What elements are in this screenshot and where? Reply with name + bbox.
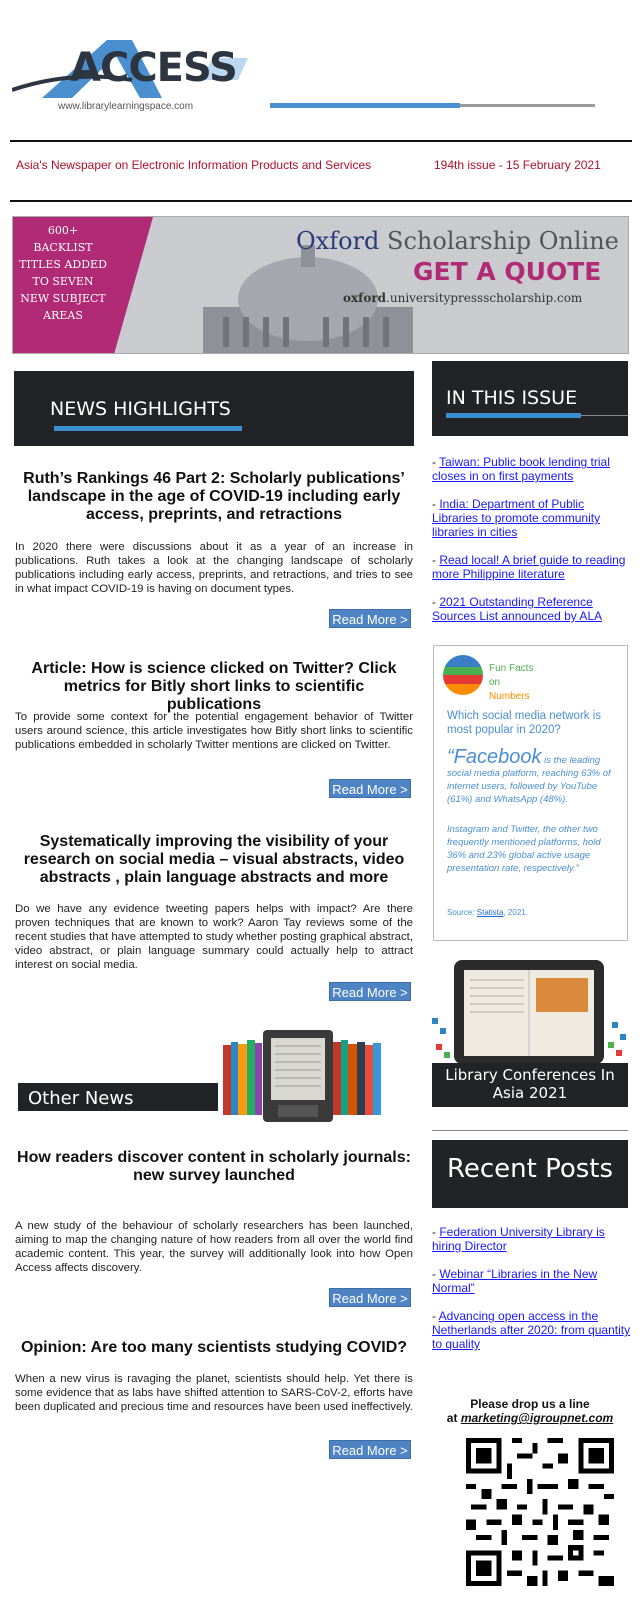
issue-link-item: - Read local! A brief guide to reading more Philippine literature [432, 553, 626, 581]
quote-mark: “ [447, 746, 454, 768]
contact-line: Please drop us a line [470, 1397, 590, 1411]
in-this-issue-title: IN THIS ISSUE [446, 387, 578, 409]
banner-url-rest: .universitypressscholarship.com [386, 291, 583, 305]
qr-code[interactable] [466, 1438, 614, 1586]
recent-posts-title: Recent Posts [446, 1154, 614, 1184]
issue-link[interactable]: India: Department of Public Libraries to promote community libraries in cities [432, 497, 601, 539]
read-more-button[interactable]: Read More > [329, 779, 411, 798]
banner-left-line: BACKLIST [33, 241, 93, 254]
other-news-header [18, 1018, 388, 1128]
issue-link-item: - India: Department of Public Libraries to promote community libraries in cities [432, 497, 601, 539]
right-divider [432, 1130, 628, 1131]
library-conferences-text: Library Conferences In Asia 2021 [445, 1066, 615, 1102]
other-news-title: Other News [28, 1088, 134, 1109]
fun-facts-label-3: Numbers [489, 691, 530, 702]
source-label: Source: [447, 908, 477, 917]
banner-url-bold: oxford [343, 291, 387, 305]
banner-cta: GET A QUOTE [413, 257, 602, 286]
article-summary: Do we have any evidence tweeting papers helps with impact? Are there proven techniques that are known to work? Aaron Tay reviews some of the recent studies that have attempted to study whether posting graphical abstract, video abstract, or plain language summary could actually help to attract interest on social media. [15, 903, 413, 971]
article-title[interactable]: Systematically improving the visibility of your research on social media – visual abstracts, video abstracts , plain language abstracts and more [23, 833, 405, 886]
tagline: Asia's Newspaper on Electronic Information Products and Services [16, 158, 372, 172]
in-this-issue-header [432, 361, 628, 436]
banner-left-line: 600+ [47, 224, 79, 237]
recent-post-item: - Advancing open access in the Netherlands after 2020: from quantity to quality [432, 1309, 631, 1351]
fun-facts-circle-icon [442, 654, 484, 696]
header-underline [54, 426, 242, 431]
banner-left-line: TO SEVEN [32, 275, 94, 288]
contact-email-line [432, 1411, 628, 1425]
fun-facts-source [447, 908, 528, 917]
logo-url: www.librarylearningspace.com [58, 101, 194, 112]
fun-facts-question: Which social media network is most popular in 2020? [447, 710, 602, 736]
banner-brand-light: Scholarship Online [387, 227, 619, 255]
banner-left-line: AREAS [43, 309, 83, 322]
header-rule-top [10, 140, 632, 142]
issue-link[interactable]: Read local! A brief guide to reading more Philippine literature [432, 553, 626, 581]
read-more-button[interactable]: Read More > [329, 1440, 411, 1459]
recent-posts-header [432, 1140, 628, 1208]
banner-brand [296, 227, 619, 255]
banner-left-line: TITLES ADDED [19, 258, 107, 271]
library-conferences-banner[interactable] [432, 958, 628, 1108]
quote-rest: is the leading social media platform, reaching 63% of internet users, followed by YouTube (61%) and WhatsApp (48%). [447, 755, 611, 805]
article-title[interactable]: Opinion: Are too many scientists studying COVID? [20, 1339, 408, 1356]
read-more-button[interactable]: Read More > [329, 609, 411, 628]
recent-post-item: - Federation University Library is hiring Director [432, 1225, 605, 1253]
banner-brand-bold: Oxford [296, 227, 380, 255]
header-rule-bottom [10, 200, 632, 202]
banner-url [343, 291, 582, 305]
article-summary: A new study of the behaviour of scholarly researchers has been launched, aiming to map the changing nature of how readers from all over the world find academic content. This year, the survey will additionally look into how Open Access affects discovery. [15, 1220, 413, 1274]
read-more-button[interactable]: Read More > [329, 982, 411, 1001]
article-summary: To provide some context for the potential engagement behavior of Twitter users around science, this article investigates how Bitly short links to scientific publications embedded in scholarly Twitter mentions are clicked on Twitter. [15, 711, 413, 751]
oxford-banner-ad[interactable] [12, 216, 629, 354]
recent-post-item: - Webinar “Libraries in the New Normal” [432, 1267, 598, 1295]
article-title[interactable]: How readers discover content in scholarly journals: new survey launched [17, 1149, 411, 1184]
fun-facts-label [489, 662, 533, 704]
fun-facts-box [433, 645, 628, 941]
header-underline [446, 413, 581, 418]
news-highlights-header [14, 371, 414, 446]
fun-facts-quote [447, 746, 625, 806]
banner-left-text [13, 222, 113, 324]
recent-post-link[interactable]: Webinar “Libraries in the New Normal” [432, 1267, 598, 1295]
fun-facts-quote-2: Instagram and Twitter, the other two frequently mentioned platforms, hold 36% and 23% global active usage presentation rate, respectively.” [447, 824, 601, 874]
issue-link-item: - 2021 Outstanding Reference Sources List announced by ALA [432, 595, 603, 623]
issue-link[interactable]: 2021 Outstanding Reference Sources List announced by ALA [432, 595, 603, 623]
article-title[interactable]: Ruth’s Rankings 46 Part 2: Scholarly publications’ landscape in the age of COVID-19 including early access, preprints, and retractions [23, 470, 405, 523]
news-highlights-title: NEWS HIGHLIGHTS [50, 398, 231, 420]
issue-date: 194th issue - 15 February 2021 [434, 158, 601, 172]
ereader-books-illustration [223, 1030, 383, 1125]
read-more-button[interactable]: Read More > [329, 1288, 411, 1307]
source-year: , 2021. [503, 908, 528, 917]
contact-prefix: at [446, 1411, 461, 1425]
fun-facts-label-2: on [489, 677, 501, 688]
quote-highlight: Facebook [453, 746, 542, 768]
fun-facts-label-1: Fun Facts [489, 663, 534, 674]
contact-block [432, 1397, 628, 1425]
issue-link[interactable]: Taiwan: Public book lending trial closes in on first payments [432, 455, 610, 483]
recent-post-link[interactable]: Federation University Library is hiring Director [432, 1225, 605, 1253]
recent-post-link[interactable]: Advancing open access in the Netherlands after 2020: from quantity to quality [432, 1309, 631, 1351]
article-summary: When a new virus is ravaging the planet, scientists should help. Yet there is some evidence that as labs have shifted attention to SARS-CoV-2, efforts have been duplicated and precious time and resources have been used ineffectively. [15, 1373, 413, 1413]
issue-link-item: - Taiwan: Public book lending trial closes in on first payments [432, 455, 610, 483]
banner-left-line: NEW SUBJECT [20, 292, 106, 305]
logo-text: ACCESS [70, 45, 237, 91]
source-link[interactable]: Statista [476, 908, 504, 917]
contact-email-link[interactable]: marketing@igroupnet.com [460, 1411, 614, 1425]
tablet-illustration [432, 958, 628, 1068]
article-title[interactable]: Article: How is science clicked on Twitter? Click metrics for Bitly short links to scientific publications [31, 660, 397, 713]
header-decoration [270, 104, 595, 107]
header-underline-thin [581, 415, 628, 416]
article-summary: In 2020 there were discussions about it as a year of an increase in publications. Ruth takes a look at the changing landscape of scholarly publications including early access, preprints, and retractions, and tries to see in what impact COVID-19 is having on document types. [15, 541, 413, 595]
